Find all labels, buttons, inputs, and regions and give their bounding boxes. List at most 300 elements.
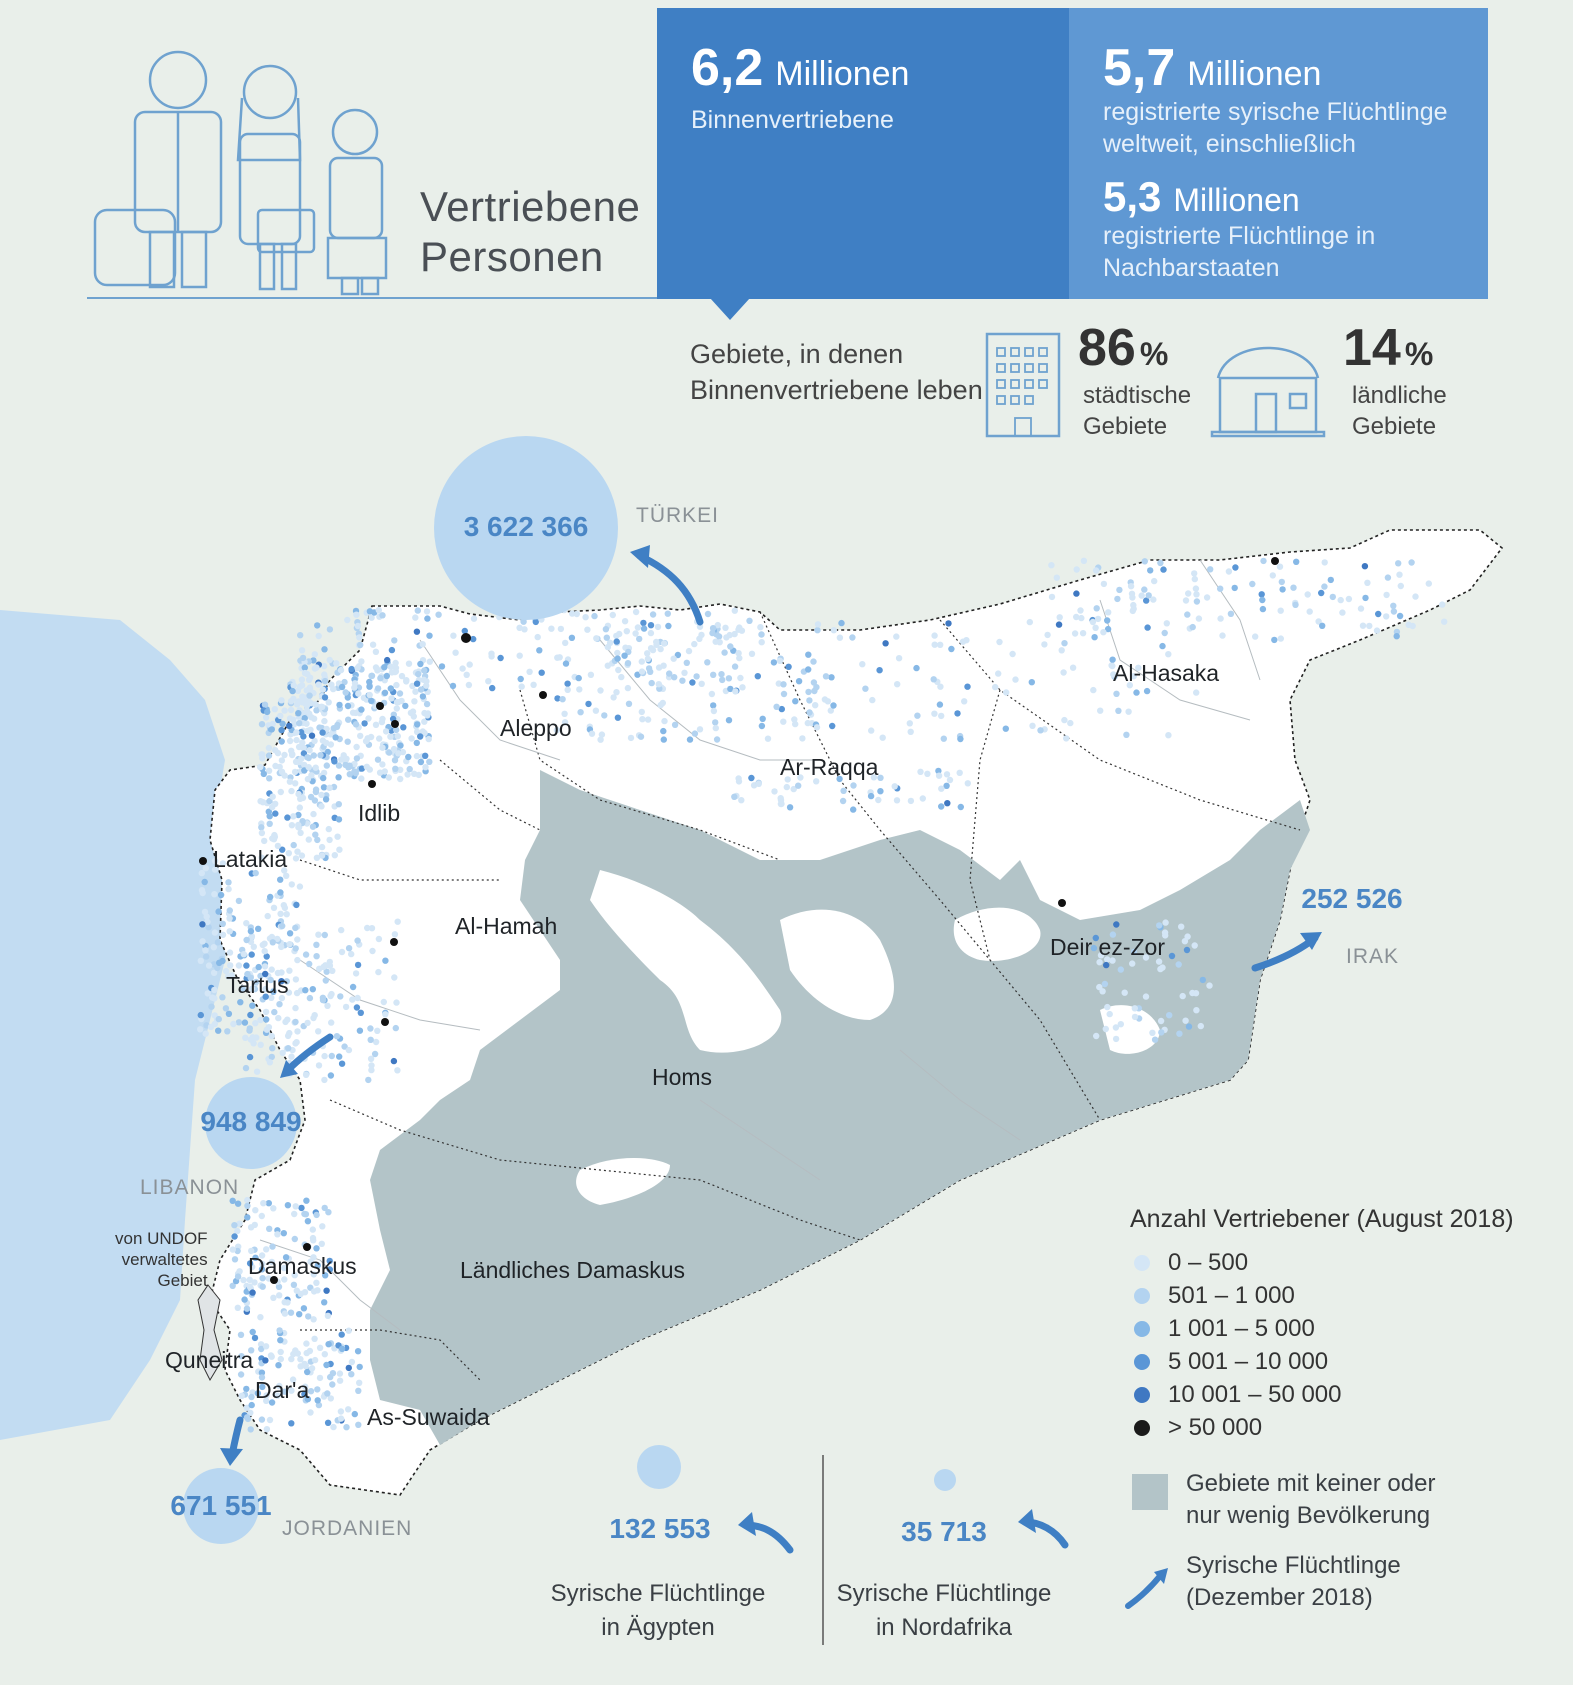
idp-dot (281, 707, 287, 713)
idp-dot (267, 813, 273, 819)
idp-dot (628, 735, 634, 741)
idp-dot (305, 776, 311, 782)
idp-dot (319, 844, 325, 850)
idp-dot (1060, 669, 1066, 675)
idp-dot (315, 681, 321, 687)
idp-dot (302, 664, 308, 670)
idp-dot (655, 624, 661, 630)
idp-dot (1160, 566, 1166, 572)
idp-dot (1132, 1014, 1138, 1020)
idp-dot (286, 1030, 292, 1036)
idp-dot (1184, 933, 1190, 939)
idp-dot (648, 645, 654, 651)
idp-dot (348, 666, 354, 672)
idp-dot (368, 1037, 374, 1043)
egypt-caption-2: in Ägypten (601, 1614, 715, 1641)
idp-dot (306, 961, 312, 967)
idp-dot (266, 1226, 272, 1232)
idp-dot (780, 719, 786, 725)
idp-dot (671, 674, 677, 680)
idp-dot (868, 793, 874, 799)
idp-dot (243, 1386, 249, 1392)
idp-dot (307, 1409, 313, 1415)
idp-dot (423, 683, 429, 689)
idp-dot (357, 1028, 363, 1034)
idp-dot (349, 996, 355, 1002)
idp-dot (202, 947, 208, 953)
idp-dot (711, 708, 717, 714)
idp-dot (1132, 1005, 1138, 1011)
idp-dot (297, 632, 303, 638)
idp-dot (739, 684, 745, 690)
idp-dot (252, 1020, 258, 1026)
idp-dot (259, 721, 265, 727)
idp-dot (1094, 605, 1100, 611)
idp-dot (710, 702, 716, 708)
idp-dot (1072, 630, 1078, 636)
idp-dot (1118, 1021, 1124, 1027)
idp-dot (1328, 577, 1334, 583)
idp-dot (1439, 601, 1445, 607)
idp-dot (395, 733, 401, 739)
idp-dot (671, 656, 677, 662)
idp-dot (302, 987, 308, 993)
idp-dot (241, 1296, 247, 1302)
idp-dot (248, 928, 254, 934)
idp-dot (1185, 590, 1191, 596)
idp-dot (576, 675, 582, 681)
idp-dot (1070, 665, 1076, 671)
idp-dot (539, 670, 545, 676)
idp-dot (323, 740, 329, 746)
idp-dot (368, 1056, 374, 1062)
idp-dot (597, 687, 603, 693)
idp-dot (305, 1218, 311, 1224)
idp-dot (1157, 560, 1163, 566)
idp-dot (1319, 623, 1325, 629)
idp-dot (244, 1203, 250, 1209)
refugee-stat-box (1069, 8, 1488, 299)
idp-dot (618, 674, 624, 680)
idp-label: Binnenvertriebene (691, 106, 894, 134)
legend-class-label: > 50 000 (1168, 1413, 1263, 1441)
idp-dot (1207, 566, 1213, 572)
legend-dot (1134, 1420, 1150, 1436)
idp-dot (698, 632, 704, 638)
refugees-world-value: 5,7 (1103, 39, 1176, 97)
north-africa-caption-1: Syrische Flüchtlinge (836, 1580, 1052, 1607)
refugees-neighbors-value: 5,3 (1103, 173, 1162, 220)
idp-dot (299, 739, 305, 745)
idp-dot (203, 953, 209, 959)
idp-dot (806, 709, 812, 715)
idp-dot (324, 762, 330, 768)
idp-dot (941, 736, 947, 742)
idp-dot (814, 627, 820, 633)
idp-dot (325, 1313, 331, 1319)
idp-dot (345, 1406, 351, 1412)
idp-dot (837, 635, 843, 641)
idp-dot (1147, 567, 1153, 573)
idp-dot (319, 704, 325, 710)
idp-dot (199, 921, 205, 927)
idp-dot (1104, 617, 1110, 623)
idp-dot (269, 1045, 275, 1051)
idp-dot (376, 936, 382, 942)
idp-dot (294, 936, 300, 942)
idp-dot (1322, 559, 1328, 565)
idp-dot (1104, 1004, 1110, 1010)
idp-dot (424, 712, 430, 718)
idp-dot (1232, 585, 1238, 591)
idp-dot (1095, 616, 1101, 622)
idp-dot (313, 664, 319, 670)
idp-dot (296, 720, 302, 726)
idp-dot (285, 1202, 291, 1208)
idp-dot (931, 676, 937, 682)
idp-dot (749, 651, 755, 657)
idp-dot (365, 1077, 371, 1083)
idp-dot (281, 902, 287, 908)
idp-dot (392, 931, 398, 937)
idp-dot (805, 666, 811, 672)
idp-dot (287, 738, 293, 744)
idp-dot (660, 700, 666, 706)
idp-dot (302, 1289, 308, 1295)
idp-dot (227, 949, 233, 955)
idp-dot (278, 697, 284, 703)
idp-dot (264, 709, 270, 715)
idp-dot (938, 713, 944, 719)
legend-classes (1112, 1246, 1517, 1444)
idp-dot (373, 664, 379, 670)
idp-dot (1029, 679, 1035, 685)
idp-dot (593, 708, 599, 714)
idp-dot (369, 948, 375, 954)
idp-dot (831, 627, 837, 633)
legend-dot (1134, 1321, 1150, 1337)
idp-dot (325, 1341, 331, 1347)
idp-dot (304, 1350, 310, 1356)
idp-dot (252, 1335, 258, 1341)
idp-dot (256, 964, 262, 970)
idp-dot (247, 1283, 253, 1289)
idp-dot (1093, 1033, 1099, 1039)
idp-dot (584, 627, 590, 633)
idp-dot (253, 1034, 259, 1040)
idp-dot (219, 994, 225, 1000)
idp-dot (285, 1045, 291, 1051)
idp-dot (339, 1346, 345, 1352)
idp-dot (650, 611, 656, 617)
idp-dot (736, 655, 742, 661)
idp-dot (275, 1015, 281, 1021)
idp-dot (1192, 576, 1198, 582)
idp-dot (346, 763, 352, 769)
idp-dot (497, 655, 503, 661)
idp-dot (336, 702, 342, 708)
idp-dot (328, 1019, 334, 1025)
idp-dot (625, 660, 631, 666)
idp-dot (1193, 591, 1199, 597)
egypt-caption-1: Syrische Flüchtlinge (550, 1580, 766, 1607)
north-africa-caption-2: in Nordafrika (875, 1614, 1013, 1641)
idp-dot (327, 626, 333, 632)
idp-dot (691, 641, 697, 647)
idp-dot (1217, 586, 1223, 592)
idp-dot (626, 701, 632, 707)
idp-dot (1279, 586, 1285, 592)
idp-dot (1158, 1018, 1164, 1024)
idp-dot (206, 962, 212, 968)
idp-dot (665, 611, 671, 617)
idp-dot (292, 1005, 298, 1011)
idp-dot (249, 1003, 255, 1009)
idp-dot (1182, 1018, 1188, 1024)
idp-dot (257, 764, 263, 770)
idp-dot (1278, 608, 1284, 614)
idp-dot (850, 806, 856, 812)
idp-dot (1009, 651, 1015, 657)
idp-dot (992, 684, 998, 690)
idp-dot (1116, 587, 1122, 593)
idp-dot (1113, 691, 1119, 697)
idp-dot (291, 682, 297, 688)
idp-dot (244, 1414, 250, 1420)
idp-dot (644, 650, 650, 656)
idp-dot (382, 1011, 388, 1017)
idp-dot (518, 676, 524, 682)
idp-dot (1146, 592, 1152, 598)
idp-dot (1260, 558, 1266, 564)
idp-dot (605, 644, 611, 650)
idp-dot (1123, 732, 1129, 738)
idp-dot (1093, 567, 1099, 573)
idp-dot (1346, 596, 1352, 602)
idp-dot (277, 911, 283, 917)
flow-label-2: (Dezember 2018) (1186, 1584, 1373, 1611)
idp-dot (316, 633, 322, 639)
idp-dot (1166, 1012, 1172, 1018)
idp-dot (263, 1343, 269, 1349)
idp-dot (1149, 1030, 1155, 1036)
idp-dot (304, 754, 310, 760)
idp-dot (318, 803, 324, 809)
idp-dot (1003, 726, 1009, 732)
idp-dot (266, 1024, 272, 1030)
idp-dot (343, 1004, 349, 1010)
idp-dot (346, 1365, 352, 1371)
idp-dot (965, 780, 971, 786)
idp-dot (1249, 581, 1255, 587)
idp-dot (936, 773, 942, 779)
idp-dot (315, 1028, 321, 1034)
egypt-caption (538, 1577, 778, 1645)
idp-dot (331, 758, 337, 764)
idp-dot (321, 1299, 327, 1305)
idp-dot (466, 682, 472, 688)
idp-dot (1074, 566, 1080, 572)
idp-dot (1321, 583, 1327, 589)
idp-dot (414, 753, 420, 759)
idp-dot (414, 629, 420, 635)
idp-dot (1226, 568, 1232, 574)
idp-dot (1441, 619, 1447, 625)
idp-dot (1165, 651, 1171, 657)
idp-dot (355, 690, 361, 696)
idp-dot (319, 1241, 325, 1247)
idp-dot (810, 658, 816, 664)
idp-dot (384, 673, 390, 679)
idp-dot (317, 752, 323, 758)
idp-dot (467, 661, 473, 667)
idp-dot (435, 612, 441, 618)
idp-dot (635, 624, 641, 630)
idp-dot (352, 1411, 358, 1417)
idp-dot (686, 648, 692, 654)
idp-dot (830, 702, 836, 708)
idp-dot (1142, 558, 1148, 564)
idp-dot (424, 608, 430, 614)
idp-dot (421, 667, 427, 673)
idp-dot (277, 889, 283, 895)
idp-dot (361, 720, 367, 726)
idp-dot (585, 701, 591, 707)
idp-dot (395, 919, 401, 925)
idp-dot (1228, 611, 1234, 617)
idp-dot (346, 1328, 352, 1334)
idp-dot (1113, 1036, 1119, 1042)
idp-dot (893, 633, 899, 639)
idp-dot (613, 633, 619, 639)
idp-dot (1067, 720, 1073, 726)
idp-dot (203, 1031, 209, 1037)
idp-dot (719, 677, 725, 683)
idp-dot (589, 731, 595, 737)
idp-dot (948, 646, 954, 652)
idp-dot (716, 633, 722, 639)
idp-dot (727, 632, 733, 638)
idp-dot (310, 1235, 316, 1241)
idp-dot (1122, 990, 1128, 996)
idp-dot (591, 613, 597, 619)
idp-dot (1259, 597, 1265, 603)
idp-dot (785, 664, 791, 670)
idp-dot (323, 1362, 329, 1368)
idp-dot (246, 1027, 252, 1033)
idp-dot (1206, 982, 1212, 988)
idp-dot (320, 775, 326, 781)
idp-dot (450, 633, 456, 639)
idp-dot (778, 801, 784, 807)
idp-dot (244, 1214, 250, 1220)
idp-dot (1165, 732, 1171, 738)
idp-dot (1169, 953, 1175, 959)
idp-dot (244, 1197, 250, 1203)
idp-dot (1057, 614, 1063, 620)
idp-dot (270, 1205, 276, 1211)
idp-dot (777, 658, 783, 664)
idp-dot (1277, 564, 1283, 570)
idp-dot (517, 653, 523, 659)
idp-dot (312, 701, 318, 707)
idp-dot (339, 1061, 345, 1067)
idp-dot (938, 803, 944, 809)
idp-dot (249, 1289, 255, 1295)
idp-dot (325, 1420, 331, 1426)
idp-dot (1338, 597, 1344, 603)
idp-dot (876, 667, 882, 673)
idp-dot (1115, 708, 1121, 714)
legend-class (1112, 1246, 1517, 1279)
idp-dot (250, 1040, 256, 1046)
idp-dot (1037, 727, 1043, 733)
idp-dot (880, 735, 886, 741)
idp-dot (314, 622, 320, 628)
idp-dot (294, 849, 300, 855)
idp-dot (270, 794, 276, 800)
idp-dot (709, 691, 715, 697)
idp-dot (1271, 637, 1277, 643)
idp-dot (562, 640, 568, 646)
idp-dot (485, 678, 491, 684)
idp-dot (699, 681, 705, 687)
family-illustration (90, 50, 390, 300)
idp-dot (1292, 602, 1298, 608)
idp-dot (548, 626, 554, 632)
idp-dot (270, 721, 276, 727)
legend-title: Anzahl Vertriebener (August 2018) (1130, 1205, 1514, 1233)
region-label-daraa: Dar'a (255, 1377, 310, 1403)
idp-dot (693, 673, 699, 679)
idp-dot (727, 643, 733, 649)
idp-dot (459, 665, 465, 671)
idp-dot (784, 784, 790, 790)
idp-dot (488, 653, 494, 659)
idp-dot (282, 1299, 288, 1305)
idp-dot (420, 641, 426, 647)
idp-dot (410, 708, 416, 714)
idp-dot (710, 672, 716, 678)
idp-dot (356, 634, 362, 640)
legend-dot (1134, 1354, 1150, 1370)
idp-dot (311, 1336, 317, 1342)
idp-dot (569, 610, 575, 616)
idp-dot (323, 1288, 329, 1294)
title-line-1: Vertriebene (420, 183, 641, 230)
idp-dot (261, 838, 267, 844)
idp-dot (295, 710, 301, 716)
idp-dot (211, 944, 217, 950)
idp-dot (335, 774, 341, 780)
idp-dot (247, 1012, 253, 1018)
flow-arrow-icon (1122, 1556, 1178, 1612)
idp-dot (252, 1207, 258, 1213)
idp-dot (295, 698, 301, 704)
idp-dot (240, 1277, 246, 1283)
idp-dot (260, 1200, 266, 1206)
idp-dot (215, 939, 221, 945)
idp-dot (1196, 615, 1202, 621)
idp-dot (536, 647, 542, 653)
areas-caption-2: Binnenvertriebene leben (690, 375, 983, 405)
idp-dot (220, 921, 226, 927)
idp-dot (426, 736, 432, 742)
idp-dot (1012, 676, 1018, 682)
idp-dot (717, 639, 723, 645)
idp-dot (1193, 1007, 1199, 1013)
idp-dot (321, 1077, 327, 1083)
